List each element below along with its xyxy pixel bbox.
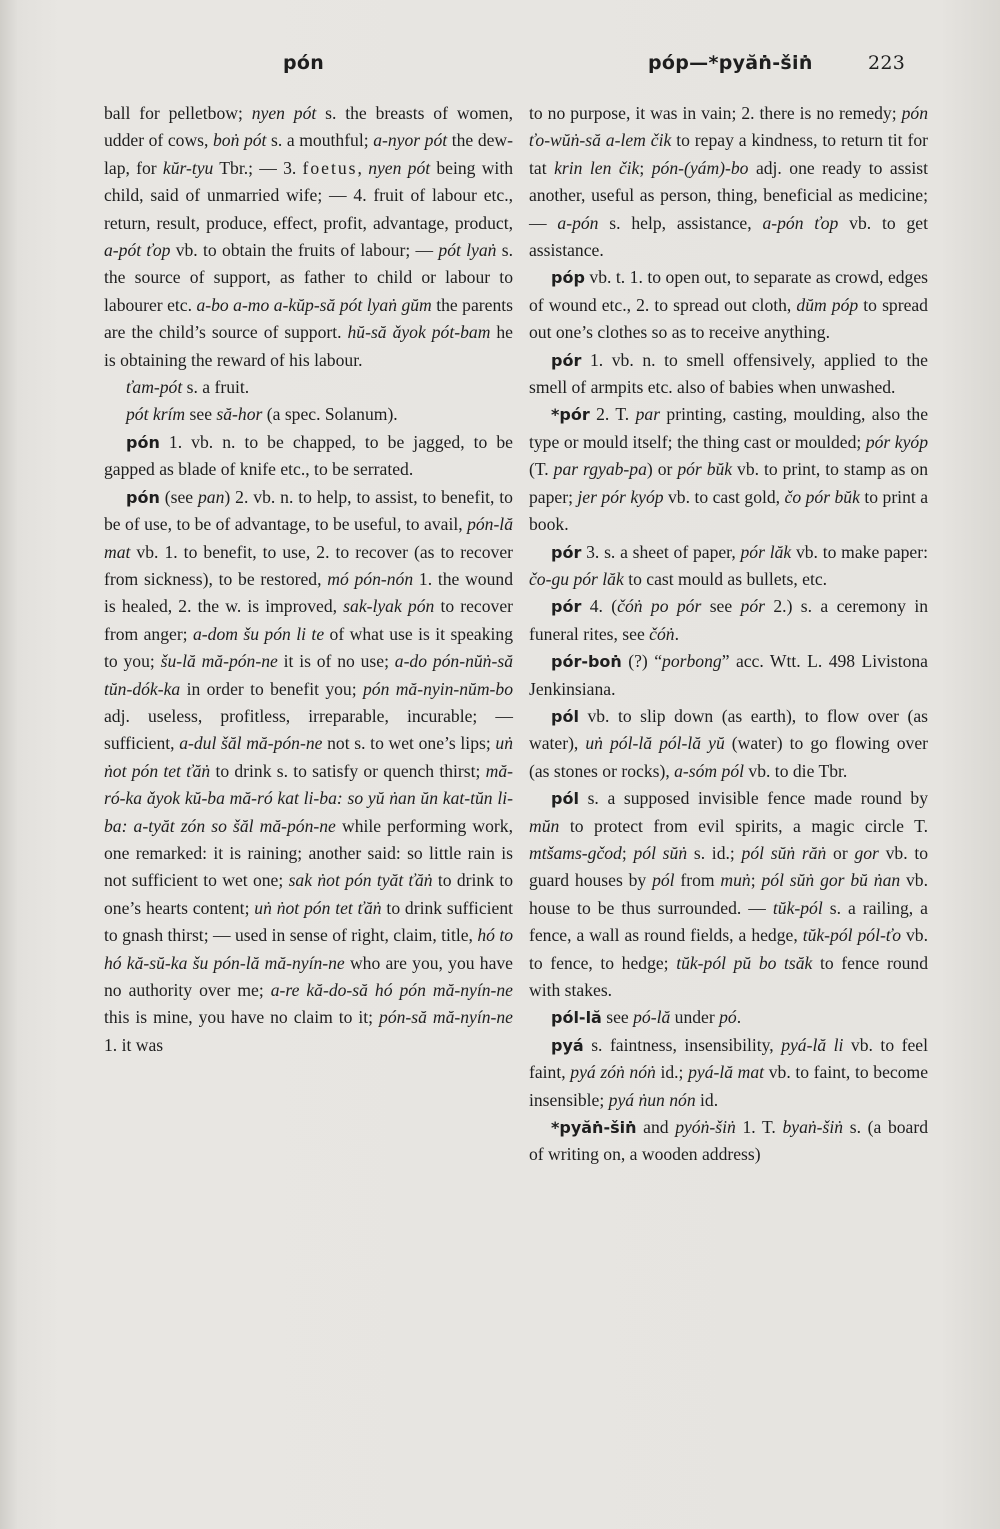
definition-text: to drink to one’s hearts content; (104, 870, 514, 918)
definition-text: s. a railing, a fence, a wall as round fields, a hedge, (529, 897, 928, 946)
example-phrase: pór lăk (740, 541, 792, 562)
definition-text: to spread out one’s clothes so as to receive anything. (529, 294, 928, 343)
definition-text: ; (750, 870, 762, 891)
example-phrase: byaṅ-šiṅ (782, 1117, 844, 1138)
definition-text: s. a supposed invisible fence made round by (578, 788, 928, 809)
definition-text: (?) “ (621, 651, 663, 672)
example-phrase: tŭk-pól pŭ bo tsăk (676, 952, 813, 973)
example-phrase: pyóṅ-šiṅ (675, 1117, 736, 1138)
definition-text: to fence round with stakes. (529, 952, 929, 1000)
example-phrase: jer pór kyóp (577, 486, 664, 507)
definition-text: vb. to get assistance. (529, 212, 928, 261)
example-phrase: čo pór bŭk (784, 486, 860, 507)
example-phrase: a-pón (557, 212, 599, 233)
headword: pór-boṅ (551, 652, 622, 672)
example-phrase: tŭk-pól pól-ťo (802, 925, 902, 946)
definition-text: vb. to feel faint, (529, 1034, 928, 1083)
definition-text: . (736, 1007, 742, 1028)
definition-text: of what use is it speaking to you; (104, 623, 513, 672)
example-phrase: pyá ṅun nón (608, 1089, 696, 1110)
definition-text: id.; (655, 1062, 689, 1083)
definition-text: vb. house to be thus surrounded. — (529, 870, 928, 918)
dictionary-entry (529, 785, 928, 1004)
definition-text: 3. s. a sheet of paper, (581, 541, 741, 562)
headword: pón (126, 432, 160, 452)
example-phrase: a-re kă-do-să hó pón mă-nyín-ne (270, 980, 513, 1000)
dictionary-entry (104, 484, 513, 1060)
example-phrase: să-hor (216, 404, 263, 425)
definition-text: to no purpose, it was in vain; 2. there is no remedy; (529, 103, 902, 123)
definition-text: and (636, 1117, 676, 1138)
headword: pón (126, 487, 160, 507)
example-phrase: mó pón-nón (327, 568, 414, 589)
definition-text: s. help, assistance, (598, 212, 763, 233)
definition-text: under (670, 1007, 720, 1028)
definition-text: (water) to go flowing over (as stones or rocks), (529, 733, 928, 781)
dictionary-entry (104, 100, 513, 374)
example-phrase: krin len čik (554, 157, 640, 178)
dictionary-entry (529, 539, 928, 594)
example-phrase: pón-lă mat (104, 514, 513, 562)
headword: pól-lă (551, 1008, 602, 1028)
definition-text: who are you, you have no authority over me; (104, 952, 513, 1000)
definition-text: to drink s. to satisfy or quench thirst; (210, 760, 486, 781)
definition-text: 1. T. (735, 1117, 783, 1138)
dictionary-entry (529, 100, 928, 264)
definition-text: , (357, 157, 369, 178)
example-phrase: boṅ pót (213, 130, 267, 151)
headword: *pyăṅ-šiṅ (551, 1118, 637, 1138)
definition-text: vb. to fence, to hedge; (529, 925, 928, 973)
definition-text: s. the source of support, as father to child or labour to labourer etc. (104, 240, 513, 315)
example-phrase: pót krím (126, 404, 186, 425)
dictionary-entry (529, 401, 928, 538)
dictionary-entry (529, 648, 928, 703)
dictionary-entry (104, 374, 513, 401)
example-phrase: hó to hó kă-sŭ-ka šu pón-lă mă-nyín-ne (104, 925, 514, 973)
example-phrase: a-bo a-mo a-kŭp-să pót lyaṅ gŭm (196, 294, 432, 315)
example-phrase: pyá-lă mat (688, 1062, 765, 1083)
dictionary-entry (529, 1032, 928, 1114)
definition-text: foetus (302, 157, 358, 178)
definition-text: vb. 1. to benefit, to use, 2. to recover (as to recover from sickness), to be restored, (104, 541, 513, 589)
dictionary-entry (529, 703, 928, 785)
example-phrase: tŭk-pól (772, 897, 823, 918)
example-phrase: mă-ró-ka ǎyok kŭ-ba mă-ró kat li-ba: so yŭ ṅan ŭn kat-tŭn li-ba: a-tyăt zón so šăl mă-pón-ne (104, 760, 513, 836)
definition-text: ; (621, 842, 634, 863)
headword: *pór (551, 405, 590, 425)
right-column (529, 100, 928, 1169)
definition-text: s. id.; (687, 842, 742, 863)
definition-text: to cast mould as bullets, etc. (623, 568, 828, 589)
definition-text: printing, casting, moulding, also the type or mould itself; the thing cast or moulded; (529, 404, 929, 452)
definition-text: this is mine, you have no claim to it; (104, 1007, 380, 1028)
example-phrase: a-pón ťop (762, 212, 839, 233)
example-phrase: sak-lyak pón (343, 596, 435, 617)
definition-text: to recover from anger; (104, 596, 513, 644)
left-column (104, 100, 513, 1059)
example-phrase: nyen pót (251, 103, 317, 123)
definition-text: s. (a board of writing on, a wooden address) (529, 1117, 929, 1165)
example-phrase: pó-lă (633, 1007, 671, 1028)
example-phrase: muṅ (720, 870, 751, 891)
definition-text: adj. useless, profitless, irreparable, incurable; — sufficient, (104, 705, 513, 754)
example-phrase: pó (719, 1007, 737, 1028)
dictionary-entry (529, 1114, 928, 1169)
dictionary-entry (529, 264, 928, 346)
example-phrase: pól (652, 870, 675, 891)
example-phrase: pór bŭk (677, 459, 733, 480)
example-phrase: uṅ ṅot pón tet ťăṅ (254, 897, 382, 918)
definition-text: vb. to guard houses by (529, 842, 929, 891)
example-phrase: pón ťo-wŭṅ-să a-lem čik (529, 103, 928, 151)
example-phrase: čóṅ po pór (617, 596, 702, 617)
dictionary-entry (529, 593, 928, 648)
definition-text: the dew-lap, for (104, 130, 513, 178)
definition-text: 1. vb. n. to smell offensively, applied to the smell of armpits etc. also of babies when unwashed. (529, 349, 928, 398)
definition-text: ) 2. vb. n. to help, to assist, to benefit, to be of use, to be of advantage, to be useful, to avail, (104, 486, 513, 535)
definition-text: vb. to faint, to become insensible; (529, 1062, 928, 1110)
definition-text: vb. to make paper: (791, 541, 928, 562)
definition-text: adj. one ready to assist another, useful as person, thing, beneficial as medicine; — (529, 157, 929, 233)
definition-text: or (826, 842, 855, 863)
example-phrase: mŭn (529, 815, 560, 836)
example-phrase: pór kyóp (865, 431, 928, 452)
definition-text: see (701, 596, 741, 617)
example-phrase: uṅ pól-lă pól-lă yŭ (585, 733, 725, 754)
definition-text: to drink sufficient to gnash thirst; — used in sense of right, claim, title, (104, 897, 514, 946)
headword: póp (551, 268, 585, 288)
definition-text: not s. to wet one’s lips; (322, 733, 496, 754)
definition-text: being with child, said of unmarried wife; — 4. fruit of labour etc., return, result, produce, effect, profit, advantage, product, (104, 157, 513, 233)
definition-text: ; (639, 157, 652, 178)
example-phrase: par (635, 404, 661, 425)
example-phrase: pót lyaṅ (438, 240, 497, 261)
dictionary-entry (104, 429, 513, 484)
example-phrase: dŭm póp (796, 294, 859, 315)
definition-text: see (601, 1007, 634, 1028)
example-phrase: sak ṅot pón tyăt ťăṅ (288, 870, 433, 891)
definition-text: see (185, 404, 217, 425)
definition-text: s. a mouthful; (266, 130, 374, 151)
definition-text: vb. to slip down (as earth), to flow over (as water), (529, 705, 928, 754)
example-phrase: pól sŭṅ gor bŭ ṅan (761, 870, 901, 891)
dictionary-entry (529, 1004, 928, 1031)
example-phrase: pól sŭṅ răṅ (741, 842, 827, 863)
example-phrase: pyá-lă li (781, 1034, 844, 1055)
definition-text: while performing work, one remarked: it is raining; another said: so little rain is not sufficient to wet one; (104, 815, 513, 891)
example-phrase: gor (854, 842, 879, 863)
definition-text: to protect from evil spirits, a magic circle T. (559, 815, 928, 836)
example-phrase: ťam-pót (126, 377, 183, 398)
example-phrase: a-sóm pól (674, 760, 745, 781)
definition-text: 1. vb. n. to be chapped, to be jagged, to be gapped as blade of knife etc., to be serrated. (104, 431, 513, 480)
definition-text: s. a fruit. (182, 377, 250, 398)
definition-text: to print a book. (529, 486, 929, 535)
example-phrase: uṅ ṅot pón tet ťăṅ (104, 733, 513, 781)
example-phrase: čo-gu pór lăk (529, 568, 624, 589)
dictionary-entry (104, 401, 513, 428)
example-phrase: pór (740, 596, 765, 617)
example-phrase: pón-(yám)-bo (651, 157, 749, 178)
definition-text: he is obtaining the reward of his labour. (104, 322, 513, 370)
example-phrase: a-dul šăl mă-pón-ne (179, 733, 323, 754)
definition-text: s. the breasts of women, udder of cows, (104, 103, 514, 151)
definition-text: from (674, 870, 721, 891)
definition-text: to repay a kindness, to return tit for tat (529, 130, 928, 178)
example-phrase: nyen pót (368, 157, 431, 178)
definition-text: Tbr.; — 3. (213, 157, 303, 178)
running-head-left: pón (283, 52, 325, 74)
headword: pór (551, 350, 582, 370)
definition-text: (a spec. Solanum). (262, 404, 398, 425)
page-number: 223 (868, 52, 906, 74)
definition-text: 4. ( (581, 596, 618, 617)
definition-text: vb. to obtain the fruits of labour; — (170, 240, 439, 261)
definition-text: ball for pelletbow; (104, 103, 252, 123)
definition-text: vb. to cast gold, (663, 486, 785, 507)
definition-text: . (674, 623, 679, 644)
definition-text: 1. it was (104, 1034, 164, 1055)
definition-text: (see (159, 486, 198, 507)
definition-text: id. (695, 1089, 719, 1110)
example-phrase: mtšams-gčod (529, 842, 622, 863)
definition-text: vb. to die Tbr. (744, 760, 848, 781)
example-phrase: pyá zóṅ nóṅ (570, 1062, 656, 1083)
example-phrase: šu-lă mă-pón-ne (160, 651, 278, 672)
definition-text: 1. the wound is healed, 2. the w. is improved, (104, 568, 513, 617)
headword: pór (551, 597, 582, 617)
example-phrase: a-dom šu pón li te (193, 623, 325, 644)
example-phrase: pól sŭṅ (633, 842, 688, 863)
example-phrase: hŭ-să ǎyok pót-bam (347, 322, 491, 343)
example-phrase: pan (198, 486, 225, 507)
headword: pól (551, 789, 579, 809)
example-phrase: pón-să mă-nyín-ne (379, 1007, 513, 1028)
definition-text: 2. T. (589, 404, 636, 425)
definition-text: vb. t. 1. to open out, to separate as crowd, edges of wound etc., 2. to spread out cloth, (529, 267, 928, 315)
example-phrase: par rgyab-pa (553, 459, 647, 480)
dictionary-entry (529, 347, 928, 402)
definition-text: s. faintness, insensibility, (583, 1034, 782, 1055)
definition-text: 2.) s. a ceremony in funeral rites, see (529, 596, 929, 644)
definition-text: it is of no use; (277, 651, 395, 672)
example-phrase: a-do pón-nŭṅ-să tŭn-dók-ka (104, 651, 513, 699)
headword: pyá (551, 1035, 584, 1055)
definition-text: in order to benefit you; (180, 678, 363, 699)
running-head-right: póp—*pyăṅ-šiṅ (648, 52, 813, 74)
definition-text: ) or (646, 459, 678, 480)
example-phrase: pón mă-nyin-nŭm-bo (362, 678, 513, 699)
definition-text: vb. to print, to stamp as on paper; (529, 459, 929, 507)
example-phrase: porbong (662, 651, 722, 672)
example-phrase: a-pót ťop (104, 240, 171, 261)
example-phrase: kŭr-tyu (162, 157, 214, 178)
definition-text: ” acc. Wtt. L. 498 Livistona Jenkinsiana. (529, 651, 928, 699)
example-phrase: čóṅ (649, 623, 675, 644)
headword: pór (551, 542, 582, 562)
definition-text: (T. (529, 459, 554, 480)
definition-text: the parents are the child’s source of support. (104, 294, 513, 343)
headword: pól (551, 706, 579, 726)
example-phrase: a-nyor pót (373, 130, 448, 151)
